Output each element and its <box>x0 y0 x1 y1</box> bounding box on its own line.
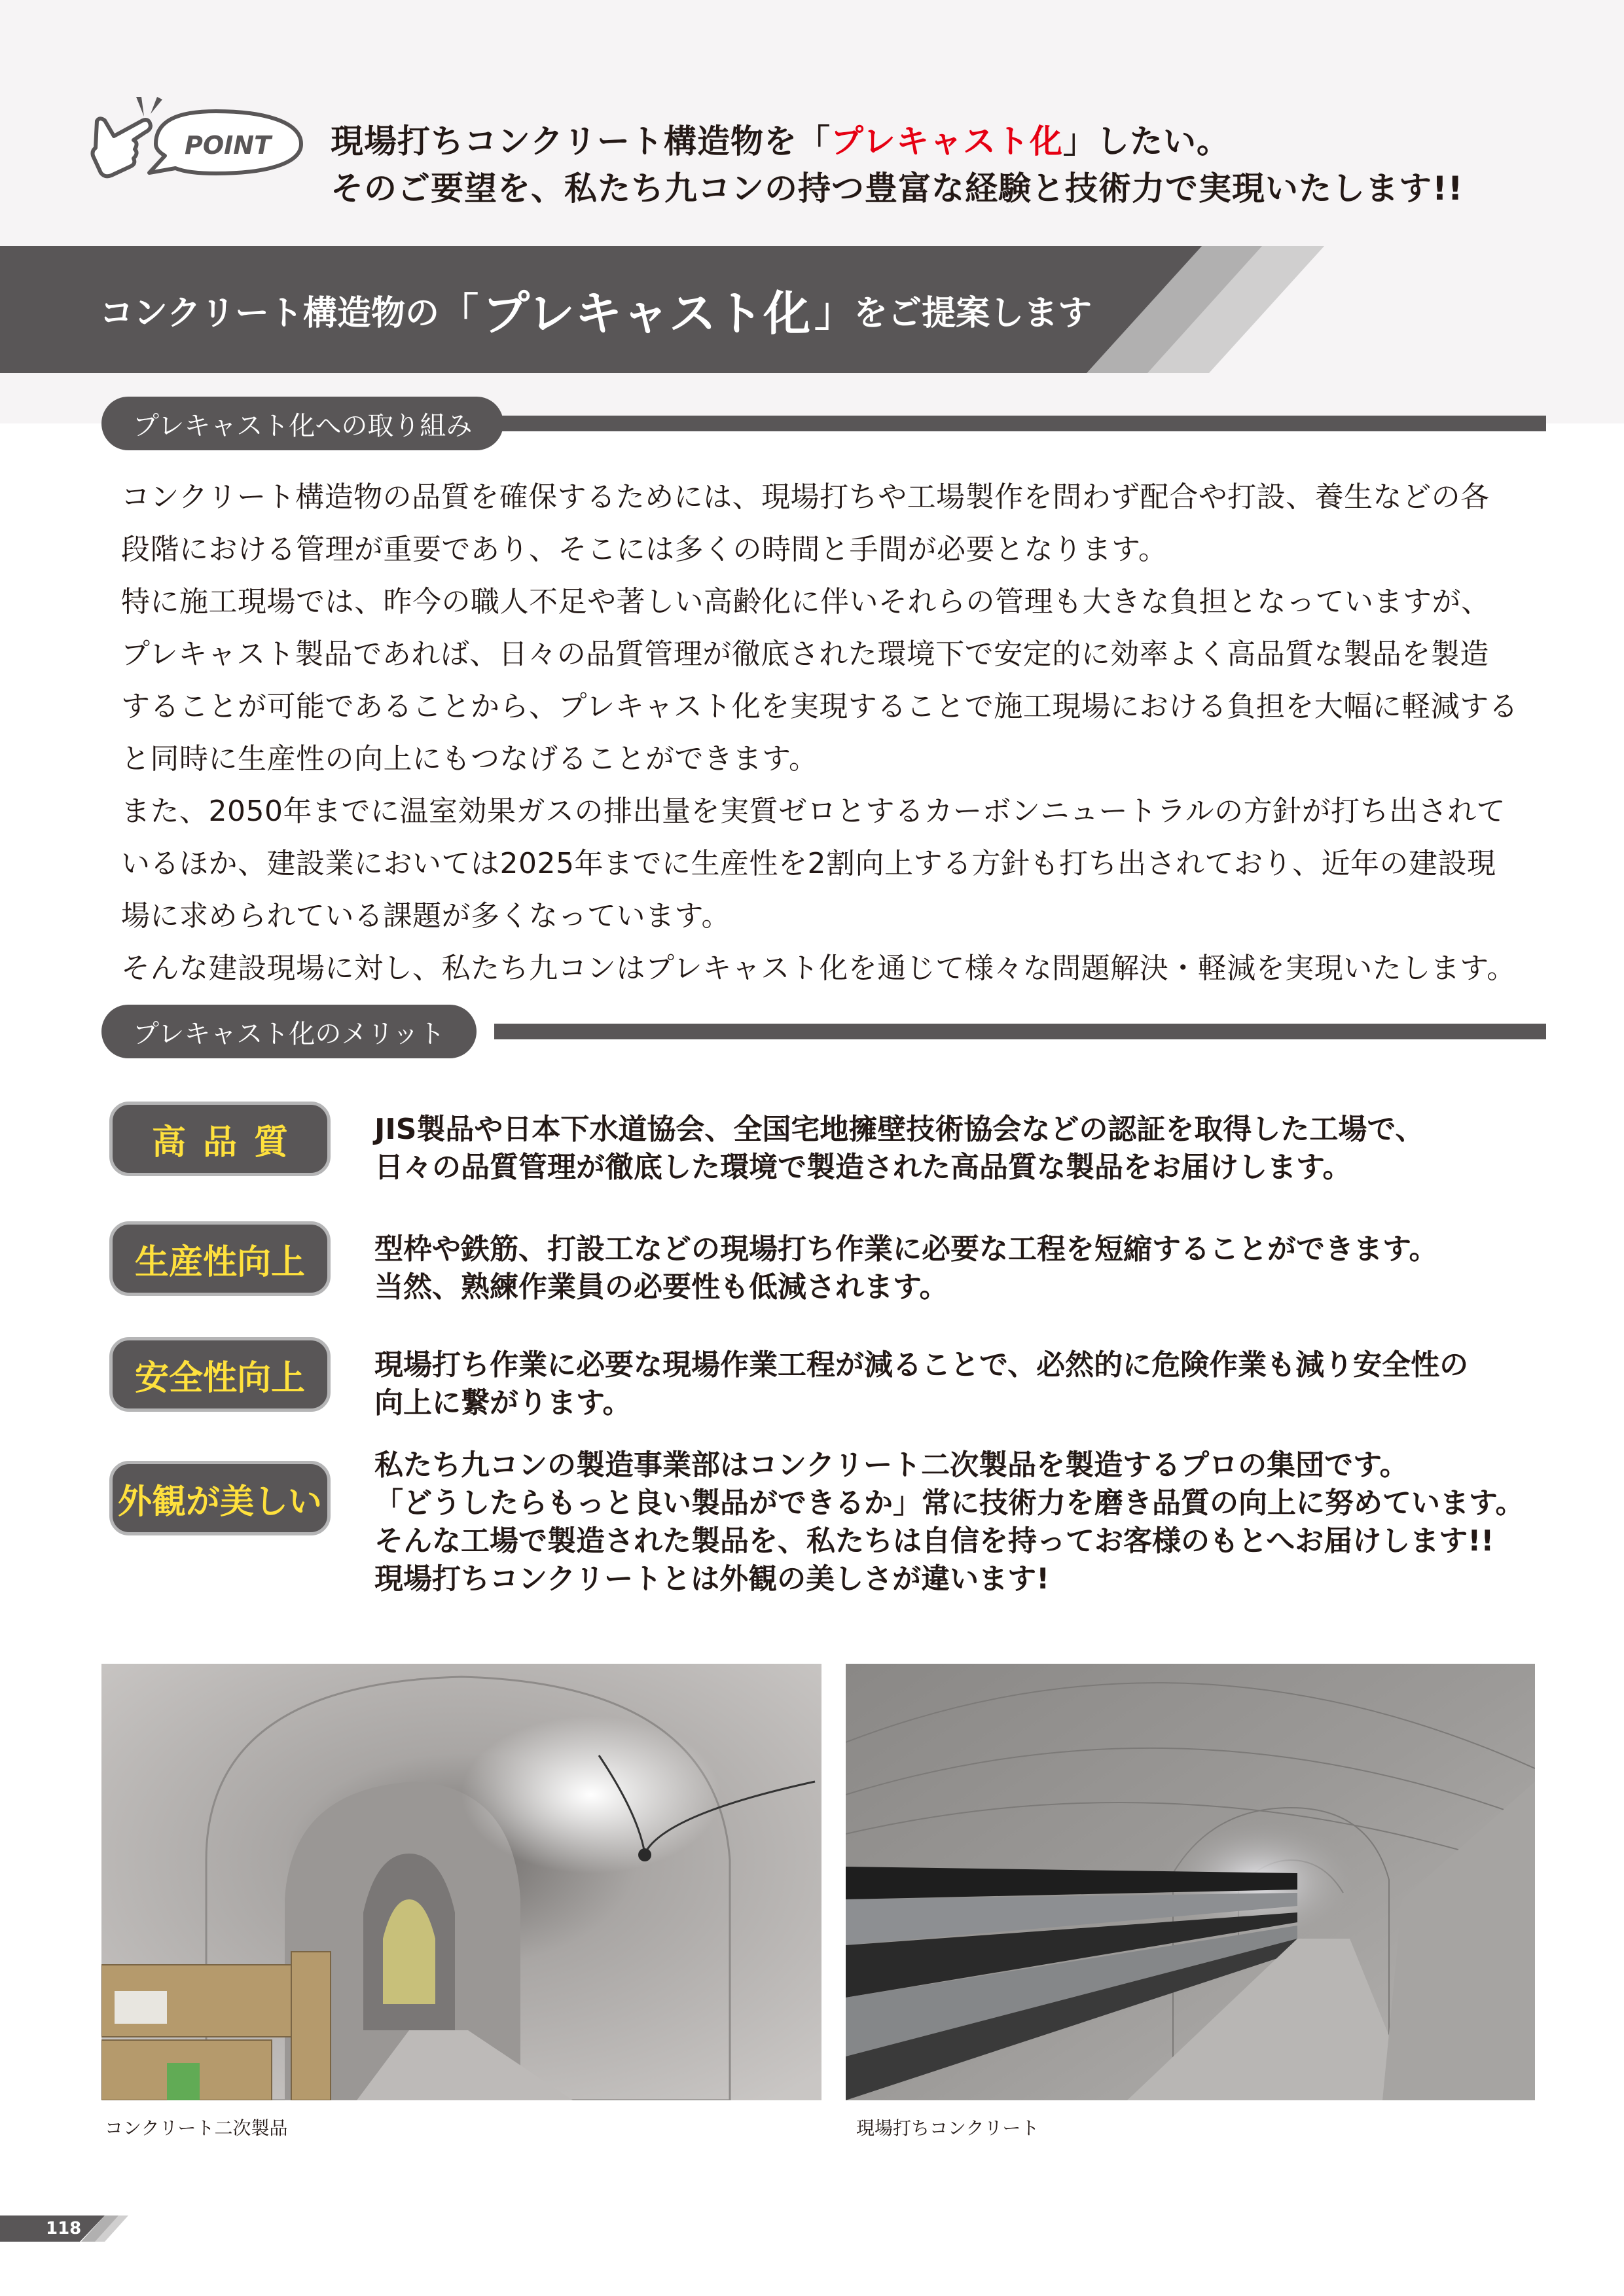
page-title: コンクリート構造物の 「 プレキャスト化 」 をご提案します <box>99 286 1092 341</box>
body-line: 特に施工現場では、昨今の職人不足や著しい高齢化に伴いそれらの管理も大きな負担となっていますが、 <box>121 585 1490 619</box>
title-banner <box>0 246 1375 373</box>
photo-precast-tunnel <box>101 1664 821 2100</box>
body-line: プレキャスト製品であれば、日々の品質管理が徹底された環境下で安定的に効率よく高品質な製品を製造 <box>121 637 1489 671</box>
body-line: することが可能であることから、プレキャスト化を実現することで施工現場における負担を大幅に軽減する <box>121 690 1519 723</box>
section-heading-pill: プレキャスト化のメリット <box>101 1005 477 1058</box>
merit-description: JIS製品や日本下水道協会、全国宅地擁壁技術協会などの認証を取得した工場で、 日々の品質管理が徹底した環境で製造された高品質な製品をお届けします。 <box>374 1113 1424 1184</box>
merit-badge: 高品質 <box>109 1102 331 1176</box>
merit-badge: 安全性向上 <box>109 1337 331 1412</box>
body-line: そんな建設現場に対し、私たち九コンはプレキャスト化を通じて様々な問題解決・軽減を実現いたします。 <box>121 952 1516 985</box>
svg-text:POINT: POINT <box>184 131 272 160</box>
merit-description: 私たち九コンの製造事業部はコンクリート二次製品を製造するプロの集団です。 「どうしたらもっと良い製品ができるか」常に技術力を磨き品質の向上に努めています。 そんな工場で製造された製品を、私たちは自信を持ってお客様のもとへお届けします!! 現場打ちコンクリートとは外観の美しさが違います! <box>374 1448 1525 1596</box>
section-heading-initiative <box>101 397 1546 450</box>
photo-caption-cast-in-place: 現場打ちコンクリート <box>856 2117 1039 2139</box>
section-rule <box>494 1024 1546 1039</box>
section-heading-pill: プレキャスト化への取り組み <box>101 397 503 450</box>
intro-line-1: 現場打ちコンクリート構造物を「プレキャスト化」したい。 <box>331 122 1230 160</box>
photo-caption-precast: コンクリート二次製品 <box>105 2117 288 2139</box>
merit-badge: 生産性向上 <box>109 1221 331 1296</box>
point-icon <box>85 92 308 196</box>
merit-description: 型枠や鉄筋、打設工などの現場打ち作業に必要な工程を短縮することができます。 当然、熟練作業員の必要性も低減されます。 <box>374 1232 1438 1304</box>
intro-text <box>331 118 1464 212</box>
page-number: 118 <box>46 2219 82 2238</box>
section-heading-merits <box>101 1005 1546 1058</box>
intro-line-2: そのご要望を、私たち九コンの持つ豊富な経験と技術力で実現いたします!! <box>331 170 1464 207</box>
merit-description: 現場打ち作業に必要な現場作業工程が減ることで、必然的に危険作業も減り安全性の 向上に繋がります。 <box>374 1348 1469 1420</box>
body-line: 段階における管理が重要であり、そこには多くの時間と手間が必要となります。 <box>121 533 1168 566</box>
body-line: いるほか、建設業においては2025年までに生産性を2割向上する方針も打ち出されており、近年の建設現 <box>121 847 1496 880</box>
body-line: 場に求められている課題が多くなっています。 <box>121 899 731 933</box>
section-rule <box>494 416 1546 431</box>
initiative-body <box>121 471 1561 995</box>
body-line: コンクリート構造物の品質を確保するためには、現場打ちや工場製作を問わず配合や打設、養生などの各 <box>121 480 1490 514</box>
highlight-precast: プレキャスト化 <box>831 122 1063 160</box>
merit-badge: 外観が美しい <box>109 1461 331 1535</box>
body-line: と同時に生産性の向上にもつなげることができます。 <box>121 742 818 776</box>
photo-cast-in-place-tunnel <box>846 1664 1535 2100</box>
body-line: また、2050年までに温室効果ガスの排出量を実質ゼロとするカーボンニュートラルの方針が打ち出されて <box>121 795 1506 828</box>
